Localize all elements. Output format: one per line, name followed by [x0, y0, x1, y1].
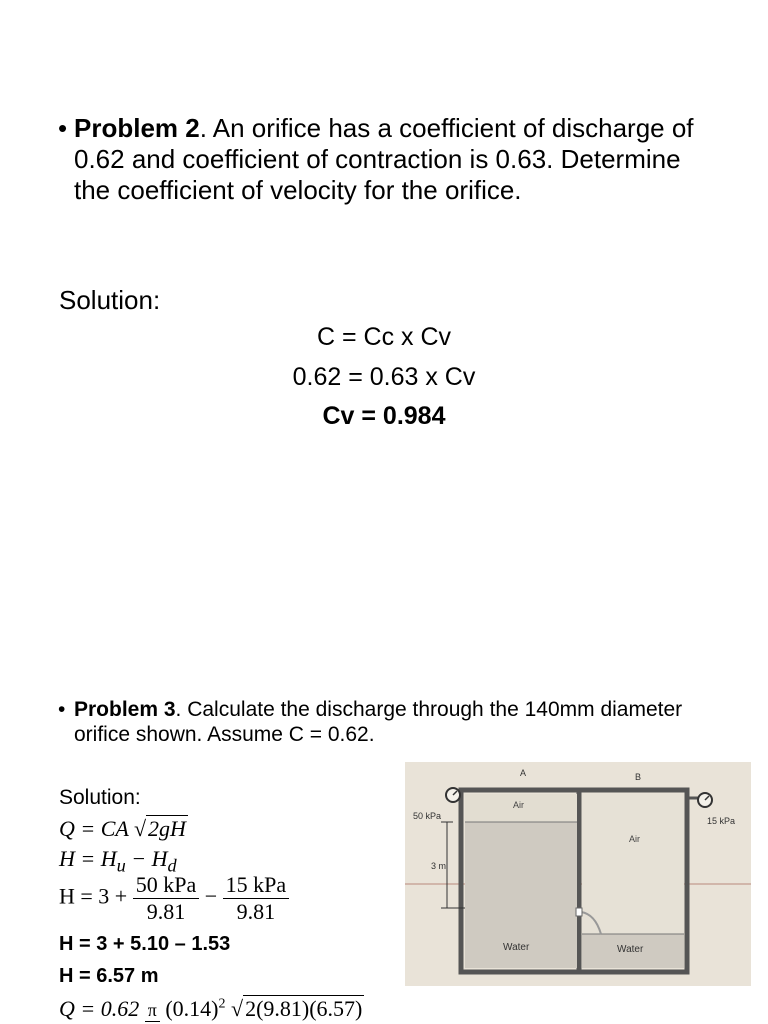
fraction-1-numerator: 50 kPa — [133, 872, 200, 899]
fraction-2 — [223, 872, 290, 925]
equation-head-sum: H = 3 + 5.10 – 1.53 — [59, 933, 231, 955]
solution-2-line-2: 0.62 = 0.63 x Cv — [292, 363, 476, 391]
tank-diagram — [405, 762, 751, 986]
label-a: A — [520, 768, 527, 778]
eq3-lhs: H = 3 + — [59, 883, 128, 909]
eq6-radicand: 2(9.81)(6.57) — [245, 996, 363, 1021]
problem-2 — [58, 113, 708, 206]
problem-3-label: Problem 3 — [74, 698, 176, 721]
fraction-2-denominator: 9.81 — [236, 899, 276, 924]
equation-discharge: Q = CA √2gH — [59, 816, 186, 841]
bullet: • — [58, 698, 66, 721]
eq2-minus: − H — [125, 846, 168, 871]
equation-head-values — [59, 872, 289, 925]
eq6-diameter: (0.14) — [165, 996, 219, 1021]
water-b-label: Water — [617, 944, 644, 955]
eq2-sub-u: u — [116, 855, 126, 876]
problem-3-text: . Calculate the discharge through the 140mm diameter orifice shown. Assume C = 0.62. — [74, 698, 683, 746]
equation-head-result: H = 6.57 m — [59, 965, 159, 987]
equation-discharge-values: Q = 0.62 π $(0.14)^2$ √2(9.81)(6.57) — [59, 996, 363, 1021]
eq1-radicand: 2gH — [148, 816, 186, 841]
eq2-sub-d: d — [167, 855, 177, 876]
fraction-1-denominator: 9.81 — [146, 899, 186, 924]
pi-fraction — [145, 1000, 160, 1022]
solution-2-answer: Cv = 0.984 — [322, 402, 446, 430]
label-b: B — [635, 772, 642, 782]
problem-3 — [58, 697, 698, 747]
orifice — [576, 908, 582, 916]
compartment-b-air — [582, 794, 684, 934]
air-a-label: Air — [513, 800, 524, 810]
problem-2-label: Problem 2 — [74, 113, 200, 143]
solution-2-line-1: C = Cc x Cv — [316, 323, 452, 351]
eq2-lhs: H = H — [59, 846, 117, 871]
eq6-lhs: Q = 0.62 — [59, 996, 140, 1021]
fraction-2-numerator: 15 kPa — [223, 872, 290, 899]
fraction-1 — [133, 872, 200, 925]
problem-2-text: . An orifice has a coefficient of discharge of 0.62 and coefficient of contraction is 0.63. Determine the coefficient of velocity for the orifice. — [74, 113, 694, 205]
eq6-exponent: 2 — [218, 996, 226, 1012]
pressure-right-label: 15 kPa — [707, 816, 736, 826]
eq1-lhs: Q = CA — [59, 816, 129, 841]
air-b-label: Air — [629, 834, 640, 844]
height-label: 3 m — [431, 861, 447, 871]
eq3-minus: − — [204, 883, 218, 909]
bullet: • — [58, 113, 68, 143]
pressure-left-label: 50 kPa — [413, 811, 442, 821]
water-a-label: Water — [503, 942, 530, 953]
pi-symbol: π — [145, 1000, 160, 1022]
solution-3-heading: Solution: — [59, 786, 141, 809]
solution-2-heading: Solution: — [59, 285, 161, 315]
